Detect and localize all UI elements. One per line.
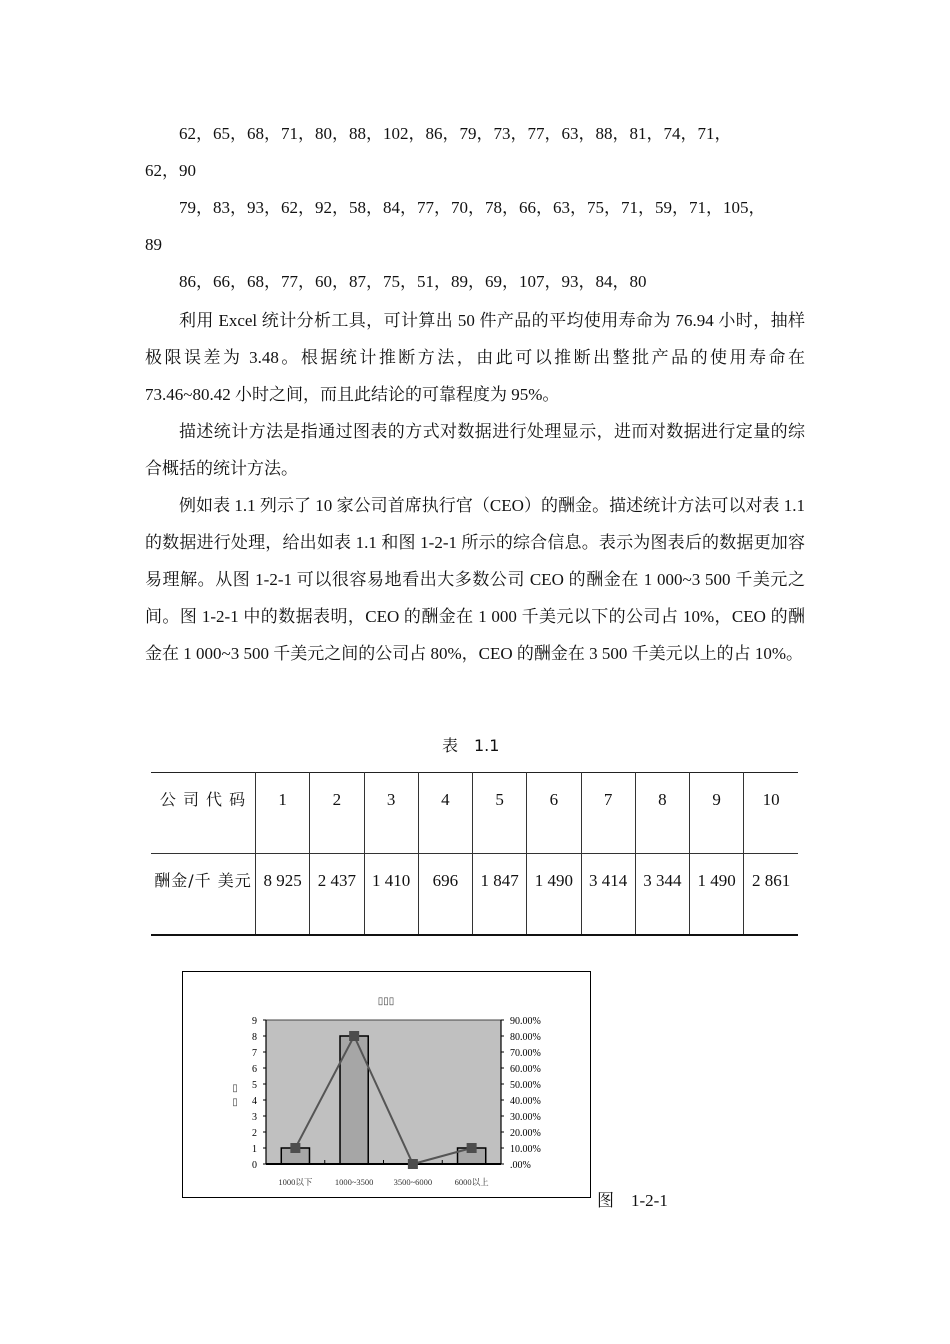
paragraph-descriptive-stats: 描述统计方法是指通过图表的方式对数据进行处理显示，进而对数据进行定量的综合概括的统计方法。 bbox=[145, 422, 805, 478]
table-cell: 9 bbox=[690, 773, 744, 854]
y-tick-label: 7 bbox=[252, 1048, 257, 1059]
table-cell: 1 490 bbox=[690, 854, 744, 936]
table-cell: 6 bbox=[527, 773, 581, 854]
row-header-compensation: 酬金/千 美元 bbox=[151, 854, 256, 936]
x-category-label: 1000以下 bbox=[278, 1177, 313, 1187]
y2-tick-label: .00% bbox=[510, 1160, 531, 1171]
table-cell: 1 410 bbox=[364, 854, 418, 936]
paragraph-excel-analysis: 利用 Excel 统计分析工具，可计算出 50 件产品的平均使用寿命为 76.94 小时，抽样极限误差为 3.48。根据统计推断方法，由此可以推断出整批产品的使用寿命在 73.46~80.42 小时之间，而且此结论的可靠程度为 95%。 bbox=[145, 311, 805, 404]
x-category-label: 3500~6000 bbox=[393, 1177, 433, 1187]
figure-caption: 图 1-2-1 bbox=[597, 1191, 668, 1210]
chart-title: ▯▯▯ bbox=[377, 996, 395, 1007]
table-row-company-code bbox=[151, 773, 798, 854]
y2-tick-label: 40.00% bbox=[510, 1096, 541, 1107]
table-cell: 8 925 bbox=[256, 854, 310, 936]
data-line-1-cont: 62，90 bbox=[145, 161, 196, 180]
table-cell: 2 861 bbox=[744, 854, 798, 936]
y-tick-label: 2 bbox=[252, 1128, 257, 1139]
table-cell: 3 bbox=[364, 773, 418, 854]
table-caption: 表 1.1 bbox=[442, 736, 500, 755]
table-cell: 2 bbox=[310, 773, 364, 854]
y-tick-label: 6 bbox=[252, 1064, 257, 1075]
y-axis-label: ▯ bbox=[232, 1097, 238, 1108]
x-category-label: 6000以上 bbox=[454, 1177, 489, 1187]
y-tick-label: 1 bbox=[252, 1144, 257, 1155]
y2-tick-label: 90.00% bbox=[510, 1016, 541, 1027]
table-cell: 3 344 bbox=[635, 854, 689, 936]
ceo-compensation-table bbox=[151, 772, 798, 936]
y2-tick-label: 70.00% bbox=[510, 1048, 541, 1059]
y-tick-label: 5 bbox=[252, 1080, 257, 1091]
x-category-label: 1000~3500 bbox=[334, 1177, 374, 1187]
row-header-company-code: 公 司 代 码 bbox=[151, 773, 256, 854]
y2-tick-label: 50.00% bbox=[510, 1080, 541, 1091]
y-axis-label: ▯ bbox=[232, 1083, 238, 1094]
percentage-marker bbox=[467, 1143, 477, 1153]
y-tick-label: 9 bbox=[252, 1016, 257, 1027]
table-cell: 1 490 bbox=[527, 854, 581, 936]
plot-area bbox=[266, 1020, 501, 1164]
table-row-compensation bbox=[151, 854, 798, 936]
y-tick-label: 4 bbox=[252, 1096, 257, 1107]
data-line-1: 62，65，68，71，80，88，102，86，79，73，77，63，88，81，74，71， bbox=[179, 124, 732, 143]
paragraph-ceo-example: 例如表 1.1 列示了 10 家公司首席执行官（CEO）的酬金。描述统计方法可以对表 1.1 的数据进行处理，给出如表 1.1 和图 1-2-1 所示的综合信息。表示为图表后的数据更加容易理解。从图 1-2-1 可以很容易地看出大多数公司 CEO 的酬金在 1 000~3 500 千美元之间。图 1-2-1 中的数据表明，CEO 的酬金在 1 000 千美元以下的公司占 10%，CEO 的酬金在 1 000~3 500 千美元之间的公司占 80%，CEO 的酬金在 3 500 千美元以上的占 10%。 bbox=[145, 496, 805, 663]
table-cell: 7 bbox=[581, 773, 635, 854]
data-line-2: 79，83，93，62，92，58，84，77，70，78，66，63，75，71，59，71，105， bbox=[179, 198, 766, 217]
data-line-3: 86，66，68，77，60，87，75，51，89，69，107，93，84，80 bbox=[179, 272, 647, 291]
y2-tick-label: 30.00% bbox=[510, 1112, 541, 1123]
percentage-marker bbox=[408, 1159, 418, 1169]
data-line-2-cont: 89 bbox=[145, 235, 162, 254]
y2-tick-label: 10.00% bbox=[510, 1144, 541, 1155]
table-cell: 5 bbox=[473, 773, 527, 854]
table-cell: 696 bbox=[418, 854, 472, 936]
table-cell: 2 437 bbox=[310, 854, 364, 936]
table-cell: 1 847 bbox=[473, 854, 527, 936]
percentage-marker bbox=[349, 1031, 359, 1041]
percentage-marker bbox=[290, 1143, 300, 1153]
y-tick-label: 8 bbox=[252, 1032, 257, 1043]
table-cell: 8 bbox=[635, 773, 689, 854]
table-cell: 1 bbox=[256, 773, 310, 854]
y2-tick-label: 60.00% bbox=[510, 1064, 541, 1075]
chart-frame bbox=[182, 971, 591, 1198]
y-tick-label: 3 bbox=[252, 1112, 257, 1123]
table-cell: 3 414 bbox=[581, 854, 635, 936]
y2-tick-label: 20.00% bbox=[510, 1128, 541, 1139]
y-tick-label: 0 bbox=[252, 1160, 257, 1171]
histogram-chart bbox=[183, 972, 590, 1197]
table-cell: 4 bbox=[418, 773, 472, 854]
table-cell: 10 bbox=[744, 773, 798, 854]
y2-tick-label: 80.00% bbox=[510, 1032, 541, 1043]
